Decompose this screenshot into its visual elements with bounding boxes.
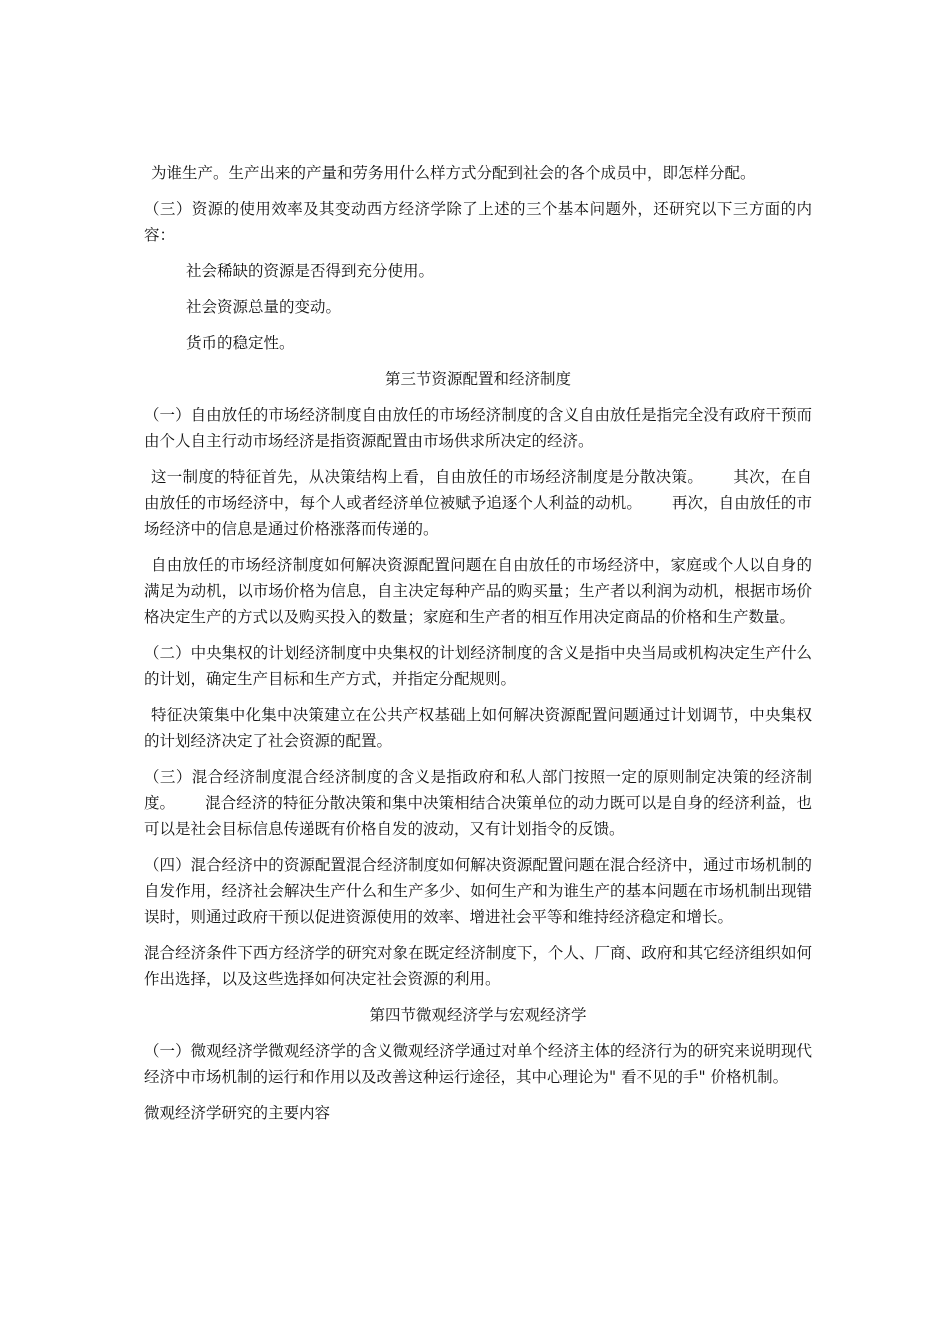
paragraph: 微观经济学研究的主要内容	[144, 1104, 331, 1122]
text-segment: 其次，在自由放任的市场经济中，每个人或者经济单位被赋予追逐个人利益的动机。	[144, 468, 812, 512]
paragraph	[144, 464, 812, 542]
document-page	[144, 160, 812, 1136]
paragraph: （一）自由放任的市场经济制度自由放任的市场经济制度的含义自由放任是指完全没有政府干预而由个人自主行动市场经济是指资源配置由市场供求所决定的经济。	[144, 406, 812, 450]
paragraph	[144, 764, 812, 842]
paragraph: 为谁生产。生产出来的产量和劳务用什么样方式分配到社会的各个成员中，即怎样分配。	[151, 164, 756, 182]
paragraph: 特征决策集中化集中决策建立在公共产权基础上如何解决资源配置问题通过计划调节，中央集权的计划经济决定了社会资源的配置。	[144, 706, 812, 750]
list-item: 货币的稳定性。	[186, 334, 295, 352]
section-heading: 第三节资源配置和经济制度	[384, 370, 571, 388]
list-item: 社会资源总量的变动。	[186, 298, 342, 316]
text-segment: 再次，自由放任的市场经济中的信息是通过价格涨落而传递的。	[144, 494, 812, 538]
section-heading: 第四节微观经济学与宏观经济学	[369, 1006, 587, 1024]
paragraph: 混合经济条件下西方经济学的研究对象在既定经济制度下，个人、厂商、政府和其它经济组织如何作出选择，以及这些选择如何决定社会资源的利用。	[144, 944, 812, 988]
list-item: 社会稀缺的资源是否得到充分使用。	[186, 262, 435, 280]
text-segment: 混合经济的特征分散决策和集中决策相结合决策单位的动力既可以是自身的经济利益，也可以是社会目标信息传递既有价格自发的波动，又有计划指令的反馈。	[144, 794, 812, 838]
paragraph: （四）混合经济中的资源配置混合经济制度如何解决资源配置问题在混合经济中，通过市场机制的自发作用，经济社会解决生产什么和生产多少、如何生产和为谁生产的基本问题在市场机制出现错误时，则通过政府干预以促进资源使用的效率、增进社会平等和维持经济稳定和增长。	[144, 856, 812, 926]
paragraph: （三）资源的使用效率及其变动西方经济学除了上述的三个基本问题外，还研究以下三方面的内容：	[144, 200, 812, 244]
text-segment: （三）混合经济制度混合经济制度的含义是指政府和私人部门按照一定的原则制定决策的经济制度。	[144, 768, 812, 812]
paragraph: （一）微观经济学微观经济学的含义微观经济学通过对单个经济主体的经济行为的研究来说明现代经济中市场机制的运行和作用以及改善这种运行途径，其中心理论为" 看不见的手" 价格机制。	[144, 1042, 812, 1086]
paragraph: 自由放任的市场经济制度如何解决资源配置问题在自由放任的市场经济中，家庭或个人以自身的满足为动机，以市场价格为信息，自主决定每种产品的购买量；生产者以利润为动机，根据市场价格决定生产的方式以及购买投入的数量；家庭和生产者的相互作用决定商品的价格和生产数量。	[144, 556, 812, 626]
paragraph: （二）中央集权的计划经济制度中央集权的计划经济制度的含义是指中央当局或机构决定生产什么的计划，确定生产目标和生产方式，并指定分配规则。	[144, 644, 812, 688]
text-segment: 这一制度的特征首先，从决策结构上看，自由放任的市场经济制度是分散决策。	[151, 468, 704, 486]
